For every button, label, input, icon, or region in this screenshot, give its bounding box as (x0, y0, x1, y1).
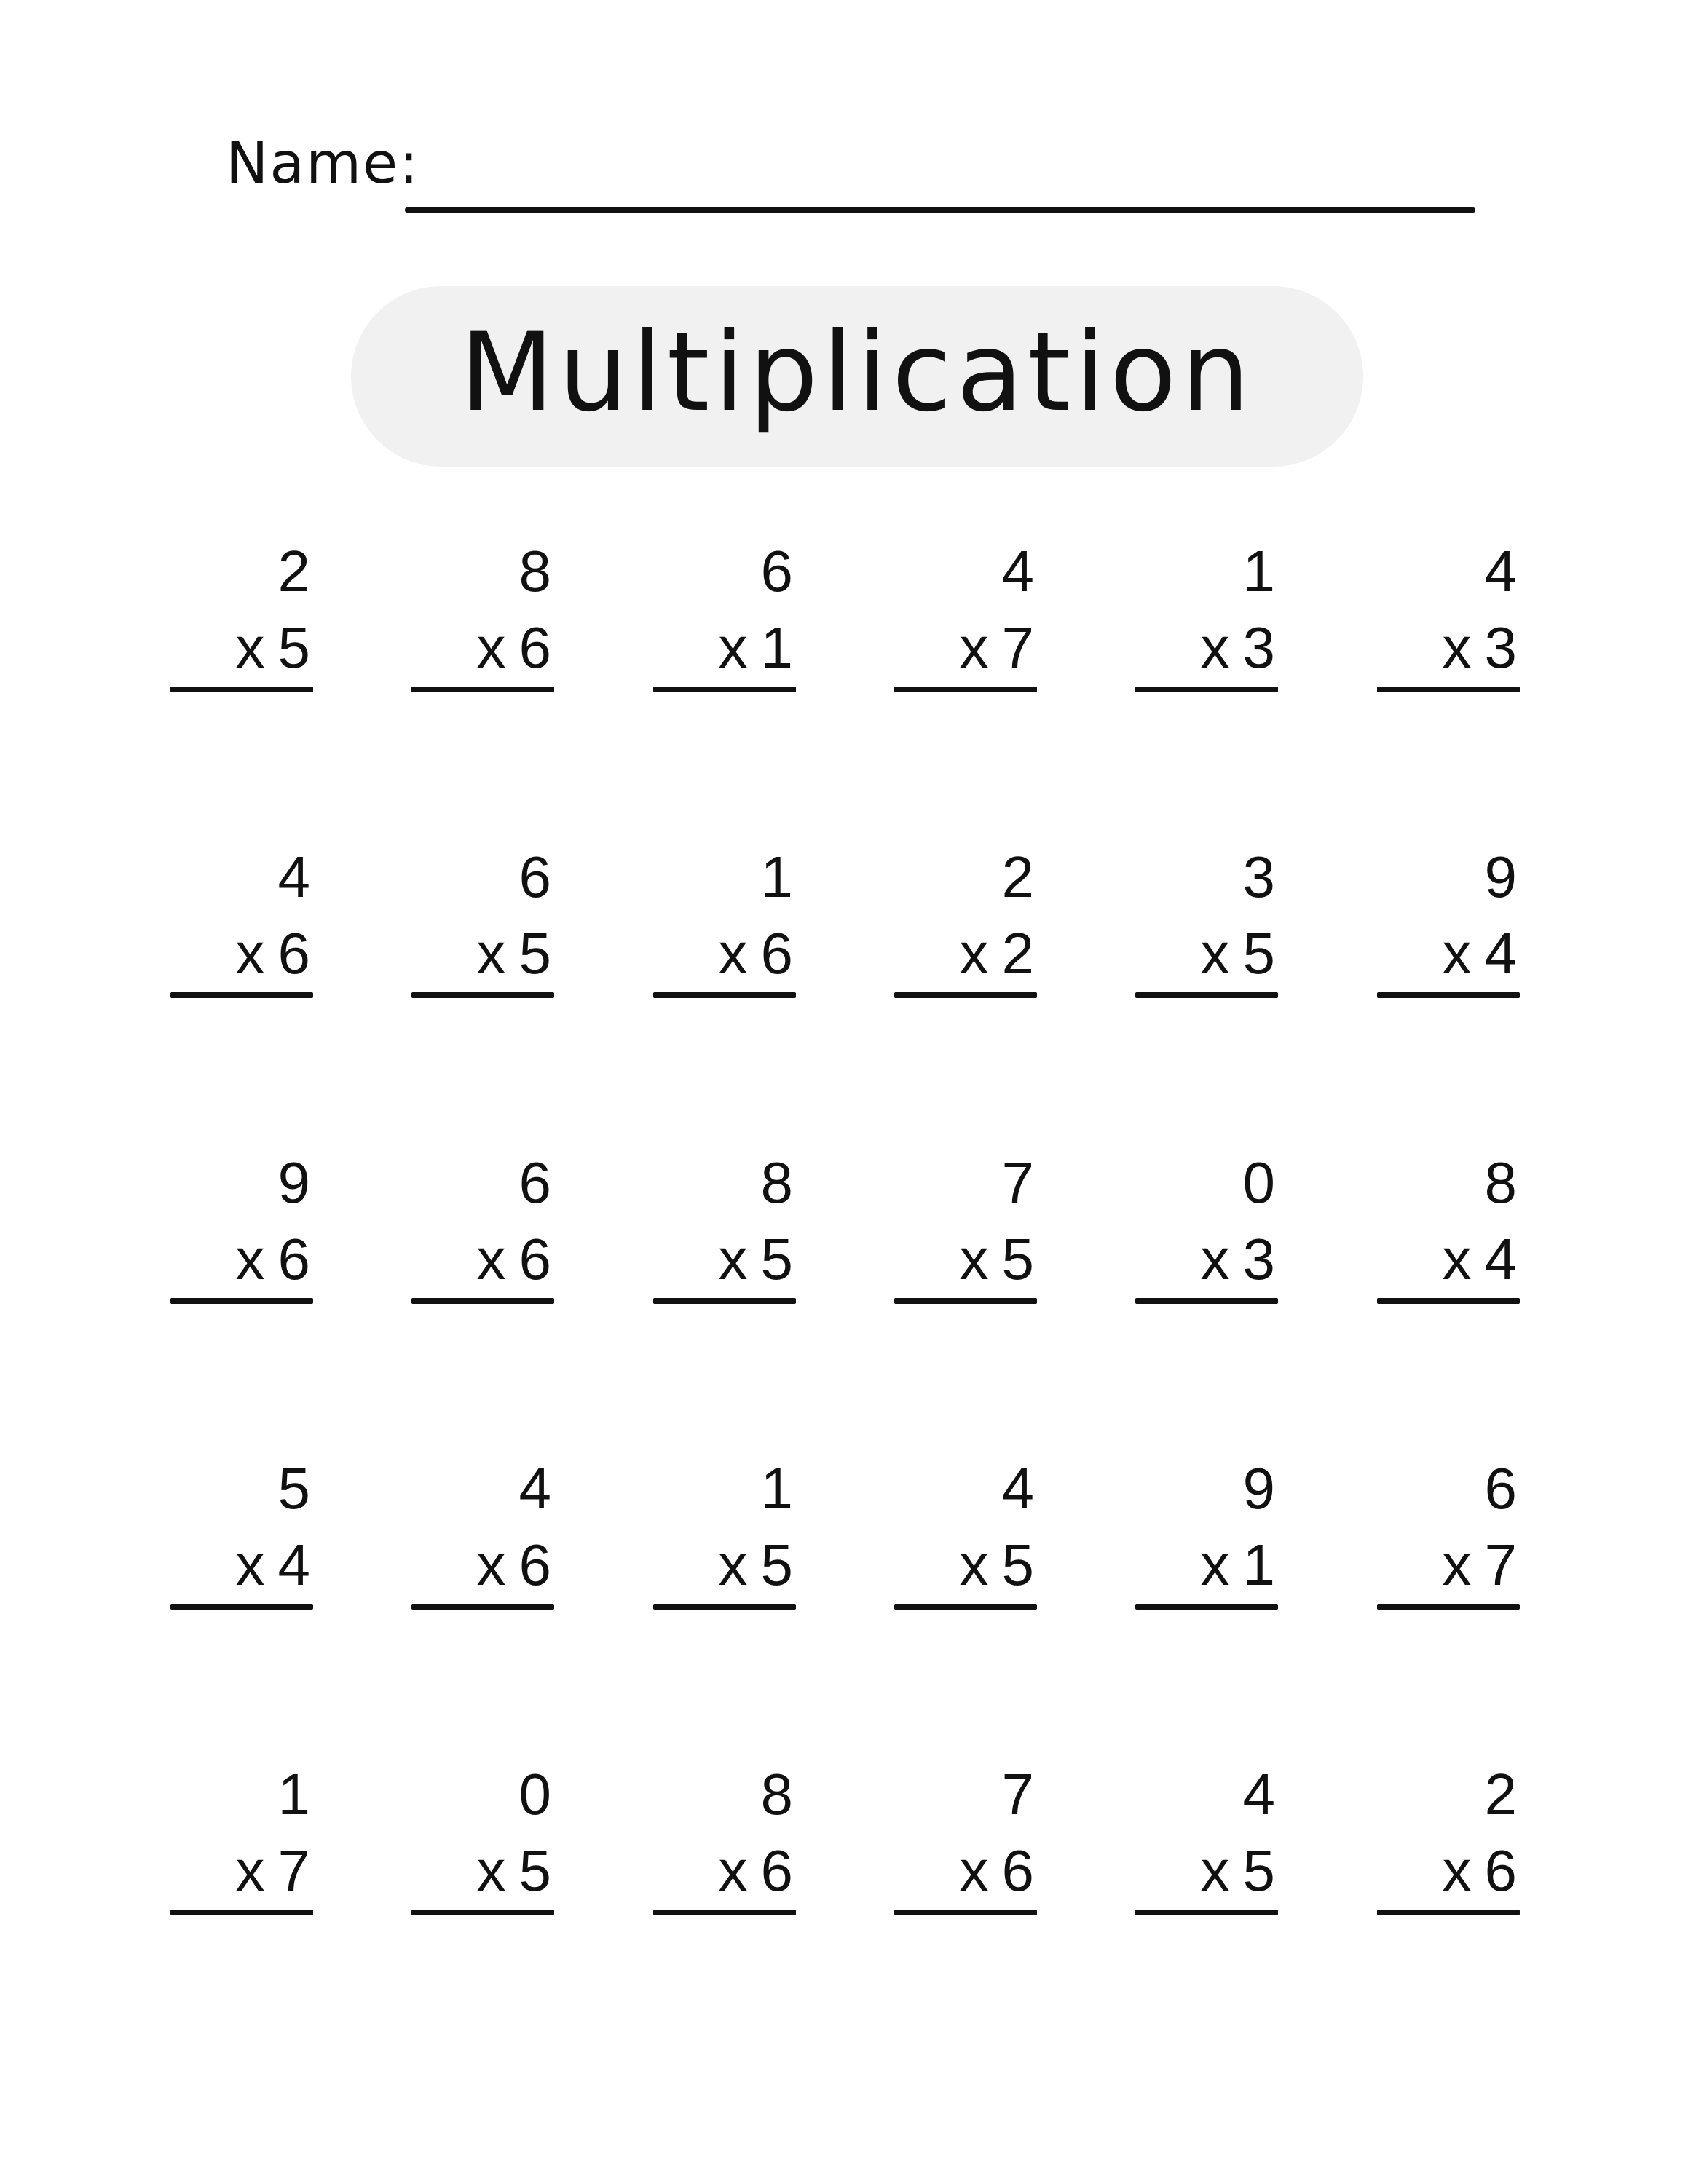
times-sign: x (1200, 921, 1230, 986)
answer-line[interactable] (653, 1910, 796, 1915)
times-sign: x (1200, 1838, 1230, 1903)
multiplicand: 4 (1001, 1456, 1034, 1521)
multiplier-row (719, 1838, 794, 1904)
times-sign: x (1442, 1532, 1472, 1597)
multiplicand: 1 (760, 1456, 793, 1521)
problem-4-5 (1135, 1456, 1278, 1616)
multiplier-row (477, 921, 552, 986)
multiplier: 2 (1001, 921, 1034, 986)
problem-4-2 (411, 1456, 554, 1616)
multiplier: 6 (518, 615, 551, 680)
problem-1-2 (411, 539, 554, 699)
times-sign: x (1442, 1838, 1472, 1903)
multiplier: 5 (1001, 1227, 1034, 1291)
problem-3-2 (411, 1150, 554, 1310)
times-sign: x (718, 1838, 748, 1903)
multiplier: 6 (760, 921, 793, 986)
multiplier-row (719, 921, 794, 986)
multiplier: 5 (1242, 1838, 1275, 1903)
answer-line[interactable] (653, 992, 796, 998)
multiplicand: 4 (277, 844, 310, 909)
multiplier: 6 (277, 1227, 310, 1291)
multiplicand: 4 (1484, 539, 1517, 604)
times-sign: x (476, 1227, 506, 1291)
multiplicand: 7 (1001, 1150, 1034, 1215)
multiplier-row (960, 1532, 1035, 1598)
problem-3-4 (894, 1150, 1037, 1310)
multiplier: 1 (760, 615, 793, 680)
multiplicand: 8 (760, 1762, 793, 1827)
answer-line[interactable] (1377, 687, 1520, 692)
problem-4-1 (170, 1456, 313, 1616)
answer-line[interactable] (170, 1604, 313, 1610)
answer-line[interactable] (653, 1604, 796, 1610)
answer-line[interactable] (1377, 992, 1520, 998)
multiplier: 5 (760, 1532, 793, 1597)
multiplicand: 4 (1242, 1762, 1275, 1827)
multiplier-row (477, 615, 552, 681)
times-sign: x (718, 1532, 748, 1597)
times-sign: x (476, 1532, 506, 1597)
multiplier: 5 (518, 1838, 551, 1903)
answer-line[interactable] (894, 687, 1037, 692)
multiplier-row (477, 1227, 552, 1292)
multiplier: 7 (1001, 615, 1034, 680)
times-sign: x (235, 1532, 265, 1597)
multiplicand: 2 (1001, 844, 1034, 909)
answer-line[interactable] (170, 1910, 313, 1915)
problem-2-2 (411, 844, 554, 1005)
times-sign: x (235, 615, 265, 680)
multiplier-row (960, 615, 1035, 681)
problem-3-1 (170, 1150, 313, 1310)
multiplier-row (1443, 1838, 1518, 1904)
multiplier: 6 (518, 1227, 551, 1291)
answer-line[interactable] (894, 1298, 1037, 1304)
multiplier-row (1201, 1532, 1276, 1598)
answer-line[interactable] (1135, 687, 1278, 692)
multiplier: 5 (1242, 921, 1275, 986)
multiplicand: 9 (1484, 844, 1517, 909)
times-sign: x (959, 615, 989, 680)
times-sign: x (718, 615, 748, 680)
multiplier-row (477, 1838, 552, 1904)
times-sign: x (718, 921, 748, 986)
times-sign: x (718, 1227, 748, 1291)
multiplier-row (719, 615, 794, 681)
multiplier-row (960, 1838, 1035, 1904)
times-sign: x (959, 921, 989, 986)
problem-5-1 (170, 1762, 313, 1922)
name-label: Name: (226, 131, 420, 197)
multiplier: 6 (277, 921, 310, 986)
answer-line[interactable] (894, 1910, 1037, 1915)
times-sign: x (1200, 1227, 1230, 1291)
page-title: Multiplication (460, 309, 1255, 436)
times-sign: x (476, 1838, 506, 1903)
multiplicand: 5 (277, 1456, 310, 1521)
problem-5-4 (894, 1762, 1037, 1922)
answer-line[interactable] (1135, 1298, 1278, 1304)
multiplicand: 0 (518, 1762, 551, 1827)
multiplicand: 9 (277, 1150, 310, 1215)
multiplier: 3 (1242, 1227, 1275, 1291)
answer-line[interactable] (411, 687, 554, 692)
problem-1-4 (894, 539, 1037, 699)
answer-line[interactable] (894, 992, 1037, 998)
problem-3-3 (653, 1150, 796, 1310)
times-sign: x (959, 1227, 989, 1291)
multiplier: 7 (277, 1838, 310, 1903)
answer-line[interactable] (653, 1298, 796, 1304)
times-sign: x (1442, 921, 1472, 986)
multiplier-row (719, 1532, 794, 1598)
multiplier: 3 (1242, 615, 1275, 680)
multiplicand: 8 (1484, 1150, 1517, 1215)
multiplier-row (1201, 615, 1276, 681)
multiplier-row (236, 1532, 311, 1598)
multiplicand: 6 (1484, 1456, 1517, 1521)
multiplicand: 9 (1242, 1456, 1275, 1521)
answer-line[interactable] (1377, 1910, 1520, 1915)
times-sign: x (476, 921, 506, 986)
multiplier-row (1443, 921, 1518, 986)
problem-2-6 (1377, 844, 1520, 1005)
multiplicand: 2 (277, 539, 310, 604)
answer-line[interactable] (411, 992, 554, 998)
multiplicand: 8 (518, 539, 551, 604)
multiplier-row (1201, 1227, 1276, 1292)
multiplier: 1 (1242, 1532, 1275, 1597)
problem-3-6 (1377, 1150, 1520, 1310)
multiplicand: 6 (518, 1150, 551, 1215)
problem-5-6 (1377, 1762, 1520, 1922)
problem-4-6 (1377, 1456, 1520, 1616)
multiplicand: 6 (518, 844, 551, 909)
problem-4-3 (653, 1456, 796, 1616)
problem-4-4 (894, 1456, 1037, 1616)
multiplier-row (236, 921, 311, 986)
problem-1-3 (653, 539, 796, 699)
answer-line[interactable] (411, 1298, 554, 1304)
multiplier: 6 (760, 1838, 793, 1903)
answer-line[interactable] (1135, 1910, 1278, 1915)
answer-line[interactable] (1377, 1298, 1520, 1304)
problem-5-2 (411, 1762, 554, 1922)
multiplicand: 1 (1242, 539, 1275, 604)
multiplier: 5 (277, 615, 310, 680)
multiplier-row (960, 921, 1035, 986)
multiplier: 6 (1484, 1838, 1517, 1903)
multiplier: 6 (518, 1532, 551, 1597)
multiplier-row (1443, 1532, 1518, 1598)
answer-line[interactable] (411, 1910, 554, 1915)
multiplicand: 0 (1242, 1150, 1275, 1215)
multiplier-row (236, 1227, 311, 1292)
multiplier: 5 (518, 921, 551, 986)
multiplicand: 4 (518, 1456, 551, 1521)
times-sign: x (1200, 1532, 1230, 1597)
multiplier-row (960, 1227, 1035, 1292)
problem-5-3 (653, 1762, 796, 1922)
answer-line[interactable] (170, 687, 313, 692)
times-sign: x (476, 615, 506, 680)
multiplier: 5 (1001, 1532, 1034, 1597)
multiplier-row (236, 1838, 311, 1904)
answer-line[interactable] (894, 1604, 1037, 1610)
multiplicand: 8 (760, 1150, 793, 1215)
times-sign: x (1442, 1227, 1472, 1291)
multiplicand: 1 (277, 1762, 310, 1827)
multiplicand: 2 (1484, 1762, 1517, 1827)
multiplier-row (1443, 615, 1518, 681)
multiplier: 7 (1484, 1532, 1517, 1597)
answer-line[interactable] (170, 992, 313, 998)
times-sign: x (235, 1838, 265, 1903)
multiplicand: 7 (1001, 1762, 1034, 1827)
answer-line[interactable] (1377, 1604, 1520, 1610)
times-sign: x (235, 1227, 265, 1291)
multiplier: 4 (277, 1532, 310, 1597)
multiplier-row (1201, 1838, 1276, 1904)
multiplier-row (719, 1227, 794, 1292)
multiplier: 6 (1001, 1838, 1034, 1903)
times-sign: x (959, 1838, 989, 1903)
multiplier: 4 (1484, 921, 1517, 986)
answer-line[interactable] (170, 1298, 313, 1304)
multiplicand: 4 (1001, 539, 1034, 604)
problem-2-4 (894, 844, 1037, 1005)
times-sign: x (1442, 615, 1472, 680)
times-sign: x (235, 921, 265, 986)
problem-1-1 (170, 539, 313, 699)
multiplier: 3 (1484, 615, 1517, 680)
answer-line[interactable] (653, 687, 796, 692)
multiplier: 4 (1484, 1227, 1517, 1291)
problem-2-5 (1135, 844, 1278, 1005)
multiplicand: 3 (1242, 844, 1275, 909)
problem-2-3 (653, 844, 796, 1005)
problem-2-1 (170, 844, 313, 1005)
multiplier-row (236, 615, 311, 681)
multiplier-row (477, 1532, 552, 1598)
multiplicand: 1 (760, 844, 793, 909)
multiplicand: 6 (760, 539, 793, 604)
problem-1-5 (1135, 539, 1278, 699)
multiplier-row (1443, 1227, 1518, 1292)
problem-1-6 (1377, 539, 1520, 699)
times-sign: x (1200, 615, 1230, 680)
answer-line[interactable] (411, 1604, 554, 1610)
answer-line[interactable] (1135, 992, 1278, 998)
answer-line[interactable] (1135, 1604, 1278, 1610)
problem-5-5 (1135, 1762, 1278, 1922)
multiplier: 5 (760, 1227, 793, 1291)
times-sign: x (959, 1532, 989, 1597)
problem-3-5 (1135, 1150, 1278, 1310)
multiplier-row (1201, 921, 1276, 986)
